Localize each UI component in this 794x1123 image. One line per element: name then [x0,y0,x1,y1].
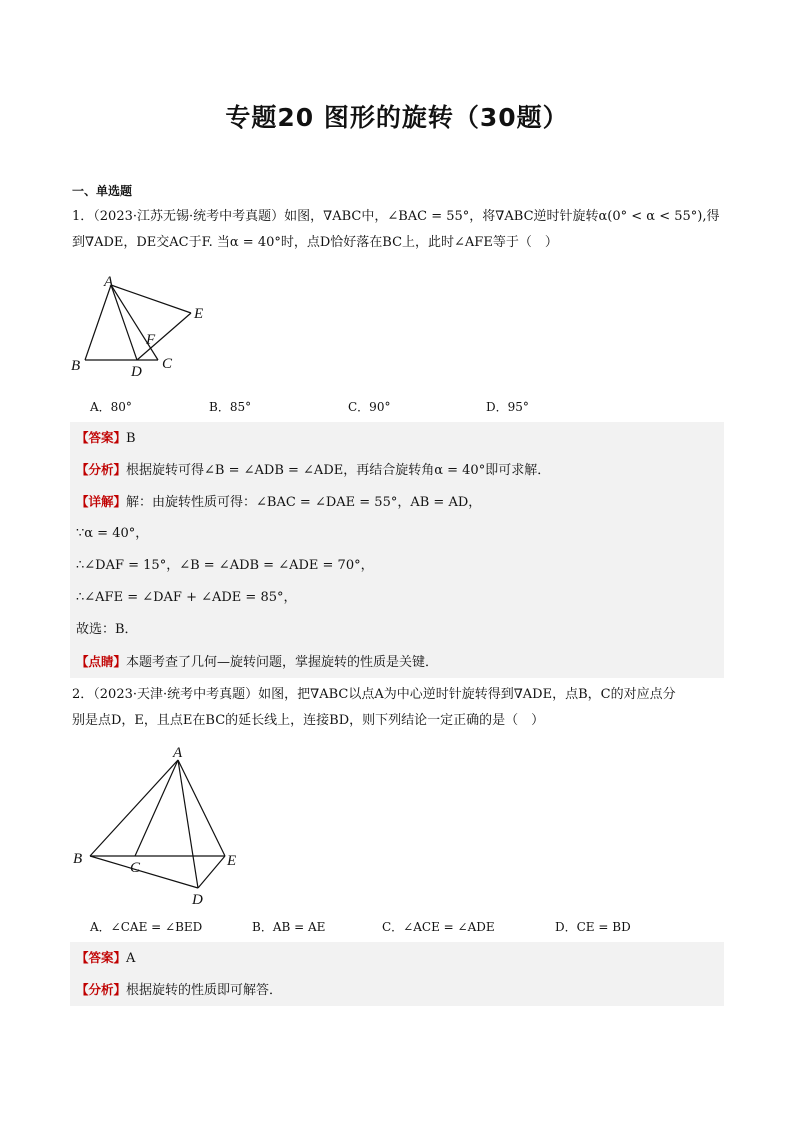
q1-comment-tag: 【点睛】 [76,654,127,669]
q1-option-a: A．80° [90,400,132,414]
q1-option-b: B．85° [209,400,252,414]
question-2-solution [70,942,724,1006]
q1-label-a: A [104,274,114,290]
q2-option-c: C．∠ACE = ∠ADE [382,920,495,934]
q2-option-a: A．∠CAE = ∠BED [90,920,203,934]
q1-option-c: C．90° [348,400,391,414]
q2-analysis: 根据旋转的性质即可解答． [126,983,283,998]
q1-edge-ab [85,285,111,360]
q2-edge-ab [90,760,178,856]
q1-detail-tag: 【详解】 [76,494,127,509]
question-2-line-2: 别是点D，E，且点E在BC的延长线上，连接BD，则下列结论一定正确的是（ ） [72,713,545,728]
q2-option-b: B．AB = AE [252,920,326,934]
q1-label-c: C [162,356,173,372]
q1-answer-row [70,422,724,454]
q1-step-1: ∵α = 40°， [76,526,149,541]
question-2-options [90,918,631,935]
q2-option-d: D．CE = BD [555,920,631,934]
q2-edge-ac [135,760,178,856]
q1-step-3: ∴∠AFE = ∠DAF + ∠ADE = 85°， [76,590,297,605]
q2-answer: A [126,951,136,966]
question-1-options [90,398,529,415]
q2-edge-de [198,856,225,888]
q2-label-a: A [173,745,183,761]
q1-label-e: E [194,306,204,322]
q1-detail-row [70,486,724,518]
q1-answer: B [126,431,136,446]
q1-detail: 解：由旋转性质可得：∠BAC = ∠DAE = 55°，AB = AD， [126,495,482,510]
q1-comment-row [70,646,724,678]
q2-analysis-row [70,974,724,1006]
q1-option-d: D．95° [486,400,529,414]
q2-analysis-tag: 【分析】 [76,982,127,997]
page-title: 专题20 图形的旋转（30题） [225,103,569,132]
q1-edge-ac [111,285,158,360]
question-1-line-2: 到∇ADE，DE交AC于F. 当α = 40°时，点D恰好落在BC上，此时∠AFE等于（ ） [72,235,558,250]
question-1-text [72,204,724,256]
q2-label-d: D [192,892,203,908]
q1-step-2: ∴∠DAF = 15°，∠B = ∠ADB = ∠ADE = 70°， [76,558,374,573]
q2-label-b: B [73,851,83,867]
q2-edge-bd [90,856,198,888]
question-1-figure [68,272,218,384]
q1-analysis-tag: 【分析】 [76,462,127,477]
question-1-line-1: 1．（2023·江苏无锡·统考中考真题）如图，∇ABC中，∠BAC = 55°，将∇ABC逆时针旋转α(0° < α < 55°),得 [72,209,720,224]
q1-label-b: B [71,358,81,374]
question-2-line-1: 2．（2023·天津·统考中考真题）如图，把∇ABC以点A为中心逆时针旋转得到∇ADE，点B，C的对应点分 [72,687,676,702]
q2-answer-tag: 【答案】 [76,950,127,965]
q1-analysis-row [70,454,724,486]
question-2-figure [68,740,248,910]
q1-answer-tag: 【答案】 [76,430,127,445]
q1-edge-ad [111,285,137,360]
section-heading: 一、单选题 [72,184,133,198]
q1-comment: 本题考查了几何—旋转问题，掌握旋转的性质是关键． [126,655,439,670]
q2-label-e: E [227,853,237,869]
q2-answer-row [70,942,724,974]
q1-choice: 故选：B． [76,622,138,637]
question-1-solution [70,422,724,678]
q1-edge-ae [111,285,191,313]
q1-analysis: 根据旋转可得∠B = ∠ADB = ∠ADE，再结合旋转角α = 40°即可求解． [126,463,551,478]
q2-label-c: C [130,860,141,876]
q1-label-d: D [131,364,142,380]
question-2-text [72,682,724,734]
q1-label-f: F [146,332,156,348]
